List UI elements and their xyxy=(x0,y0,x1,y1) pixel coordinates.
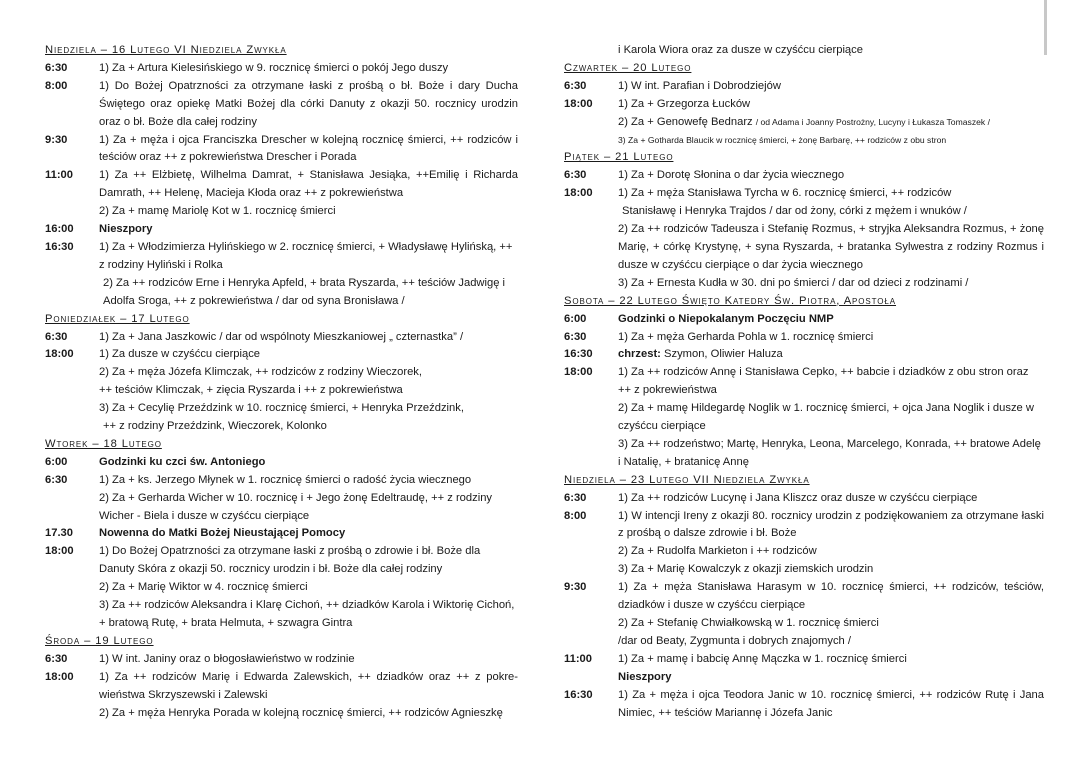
intention-text: ++ teściów Klimczak, + zięcia Ryszarda i ++ z pokrewieństwa xyxy=(99,384,403,397)
mass-entry xyxy=(45,490,518,526)
intention-text: 1) Za + Włodzimierza Hylińskiego w 2. rocznicę śmierci, + Władysławę Hylińską, ++ z rodziny Hyliński i Rolka xyxy=(99,240,513,271)
mass-intention xyxy=(618,78,1044,96)
intention-text: 1) W intencji Ireny z okazji 80. rocznicy urodzin z podziękowaniem za otrzymane łaski z prośbą o dalsze zdrowie i bł. Boże xyxy=(618,509,1044,540)
mass-entry xyxy=(45,78,518,132)
mass-intention xyxy=(99,221,518,239)
mass-time xyxy=(45,597,99,633)
intention-text: 1) Za + Grzegorza Łucków xyxy=(618,97,751,110)
mass-time: 16:30 xyxy=(564,348,593,361)
mass-intention xyxy=(99,346,518,364)
mass-intention xyxy=(618,346,1044,364)
mass-entry xyxy=(564,114,1044,132)
intention-text: ++ z rodziny Przeździnk, Wieczorek, Kolonko xyxy=(103,420,327,433)
mass-entry xyxy=(564,167,1044,185)
mass-intention xyxy=(99,364,518,382)
intention-text: 1) Za + mamę i babcię Annę Mączka w 1. rocznicę śmierci xyxy=(618,652,907,665)
mass-time: 16:00 xyxy=(45,223,74,236)
right-column xyxy=(564,42,1044,722)
intention-note: 3) Za + Gotharda Blaucik w rocznicę śmierci, + żonę Barbarę, ++ rodziców z obu stron xyxy=(618,134,947,145)
mass-time xyxy=(45,579,99,597)
day-heading: Sobota – 22 Lutego Święto Katedry Św. Piotra, Apostoła xyxy=(564,294,897,307)
intention-note: / od Adama i Joanny Postrożny, Lucyny i Łukasza Tomaszek / xyxy=(755,116,990,127)
mass-entry xyxy=(45,239,518,275)
mass-time xyxy=(45,203,99,221)
mass-intention xyxy=(99,78,518,132)
mass-time: 18:00 xyxy=(45,348,74,361)
mass-time: 18:00 xyxy=(45,670,74,683)
mass-intention xyxy=(99,60,518,78)
mass-time xyxy=(564,436,618,472)
intention-text: 1) Za ++ rodziców Lucynę i Jana Kliszcz oraz dusze w czyśćcu cierpiące xyxy=(618,491,978,504)
intention-text: 1) Za + męża Gerharda Pohla w 1. rocznicę śmierci xyxy=(618,330,874,343)
mass-entry xyxy=(45,382,518,400)
mass-entry xyxy=(564,42,1044,60)
mass-entry xyxy=(45,705,518,723)
mass-intention xyxy=(618,687,1044,723)
mass-time: 6:30 xyxy=(564,330,587,343)
mass-entry xyxy=(564,615,1044,633)
mass-time xyxy=(45,275,99,311)
mass-time: 6:30 xyxy=(45,61,68,74)
intention-text: 2) Za ++ rodziców Erne i Henryka Apfeld, + brata Ryszarda, ++ teściów Jadwigę i Adolfa Sroga, ++ z pokrewieństwa / dar od syna Bronisława / xyxy=(103,276,506,307)
mass-intention xyxy=(618,311,1044,329)
mass-entry xyxy=(45,221,518,239)
intention-text: 3) Za + Ernesta Kudła w 30. dni po śmierci / dar od dzieci z rodzinami / xyxy=(618,276,969,289)
mass-entry xyxy=(45,543,518,579)
mass-entry xyxy=(564,400,1044,436)
mass-entry xyxy=(45,579,518,597)
mass-time xyxy=(564,669,618,687)
mass-entry xyxy=(564,96,1044,114)
intention-text: Nowenna do Matki Bożej Nieustającej Pomocy xyxy=(99,527,346,540)
mass-intention xyxy=(99,651,518,669)
mass-intention xyxy=(618,490,1044,508)
mass-time: 6:30 xyxy=(45,473,68,486)
day-heading: Poniedziałek – 17 Lutego xyxy=(45,312,190,325)
mass-entry xyxy=(45,132,518,168)
mass-time: 6:30 xyxy=(45,652,68,665)
mass-time xyxy=(45,364,99,382)
mass-time: 6:30 xyxy=(564,491,587,504)
mass-entry xyxy=(45,525,518,543)
intention-text: 2) Za + mamę Hildegardę Noglik w 1. rocznicę śmierci, + ojca Jana Noglik i dusze w czyśćcu cierpiące xyxy=(618,402,1034,433)
mass-time: 8:00 xyxy=(45,79,68,92)
mass-intention xyxy=(618,329,1044,347)
mass-time xyxy=(564,615,618,633)
mass-time: 11:00 xyxy=(564,652,592,665)
mass-entry xyxy=(564,561,1044,579)
mass-entry xyxy=(45,472,518,490)
intention-text: 2) Za + męża Józefa Klimczak, ++ rodziców z rodziny Wieczorek, xyxy=(99,366,422,379)
mass-intention xyxy=(99,203,518,221)
day-heading: Wtorek – 18 Lutego xyxy=(45,437,162,450)
mass-entry xyxy=(564,346,1044,364)
day-heading: Niedziela – 23 Lutego VII Niedziela Zwykła xyxy=(564,473,810,486)
intention-text: 1) Za + męża i ojca Teodora Janic w 10. rocznicę śmierci, ++ rodziców Rutę i Jana Nimiec, ++ teściów Mariannę i Józefa Janic xyxy=(618,688,1044,719)
mass-entry xyxy=(564,543,1044,561)
mass-intention xyxy=(99,275,518,311)
intention-text: 3) Za ++ rodzeństwo; Martę, Henryka, Leona, Marcelego, Konrada, ++ bratowe Adelę i Natalię, + bratanicę Annę xyxy=(618,437,1041,468)
intention-text: 3) Za + Cecylię Przeździnk w 10. rocznicę śmierci, + Henryka Przeździnk, xyxy=(99,402,464,415)
mass-time xyxy=(564,221,618,275)
mass-entry xyxy=(45,364,518,382)
mass-intention xyxy=(99,597,518,633)
intention-text: Szymon, Oliwier Haluza xyxy=(664,348,783,361)
mass-time xyxy=(45,418,99,436)
mass-time: 6:00 xyxy=(45,455,68,468)
mass-entry xyxy=(45,275,518,311)
intention-text: Godzinki o Niepokalanym Poczęciu NMP xyxy=(618,312,834,325)
mass-time: 18:00 xyxy=(564,366,593,379)
mass-intention xyxy=(618,543,1044,561)
mass-time xyxy=(564,275,618,293)
intention-text: 2) Za + męża Henryka Porada w kolejną rocznicę śmierci, ++ rodziców Agnieszkę xyxy=(99,706,503,719)
intention-text: 2) Za + Rudolfa Markieton i ++ rodziców xyxy=(618,545,817,558)
mass-time xyxy=(564,633,618,651)
mass-time: 16:30 xyxy=(564,688,593,701)
mass-entry xyxy=(45,400,518,418)
mass-intention xyxy=(618,579,1044,615)
intention-text: 1) Do Bożej Opatrzności za otrzymane łaski z prośbą o bł. Boże i dary Ducha Świętego oraz opiekę Matki Bożej dla córki Danuty z okazji 50. rocznicy urodzin oraz o bł. Boże dla całej rodziny xyxy=(99,79,518,128)
mass-intention xyxy=(99,382,518,400)
mass-entry xyxy=(564,203,1044,221)
mass-time xyxy=(45,490,99,526)
intention-text: 2) Za + Gerharda Wicher w 10. rocznicę i + Jego żonę Edeltraudę, ++ z rodziny Wicher - Biela i dusze w czyśćcu cierpiące xyxy=(99,491,493,522)
mass-intention xyxy=(618,203,1044,221)
mass-entry xyxy=(564,364,1044,400)
intention-text: 1) Za + ks. Jerzego Młynek w 1. rocznicę śmierci o radość życia wiecznego xyxy=(99,473,472,486)
mass-entry xyxy=(564,579,1044,615)
mass-entry xyxy=(564,132,1044,150)
mass-intention xyxy=(99,400,518,418)
intention-text: i Karola Wiora oraz za dusze w czyśćcu cierpiące xyxy=(618,44,863,56)
intention-text: 1) Za + Dorotę Słonina o dar życia wiecznego xyxy=(618,169,845,182)
mass-entry xyxy=(45,329,518,347)
mass-time: 9:30 xyxy=(45,133,68,146)
mass-intention xyxy=(99,454,518,472)
mass-time: 6:30 xyxy=(45,330,68,343)
mass-time: 16:30 xyxy=(45,240,74,253)
mass-intention xyxy=(99,543,518,579)
mass-entry xyxy=(45,60,518,78)
intention-text: 3) Za + Marię Kowalczyk z okazji ziemskich urodzin xyxy=(618,563,874,576)
mass-entry xyxy=(564,311,1044,329)
mass-entry xyxy=(564,633,1044,651)
mass-time: 6:30 xyxy=(564,169,587,182)
mass-intention xyxy=(618,436,1044,472)
mass-intention xyxy=(618,96,1044,114)
mass-intention xyxy=(99,472,518,490)
intention-text: Godzinki ku czci św. Antoniego xyxy=(99,455,266,468)
mass-intention xyxy=(99,239,518,275)
mass-time xyxy=(564,114,618,132)
mass-intention xyxy=(618,508,1044,544)
intention-text: 2) Za + Genowefę Bednarz xyxy=(618,115,753,128)
mass-entry xyxy=(564,436,1044,472)
mass-entry xyxy=(45,203,518,221)
intention-text: 2) Za ++ rodziców Tadeusza i Stefanię Rozmus, + stryjka Aleksandra Rozmus, + żonę Marię, + córkę Krystynę, + syna Ryszarda, + bratanka Sylwestra z rodziny Rozmus i dusze w czyśćcu cierpiące o dar życia wiecznego xyxy=(618,223,1044,271)
mass-intention xyxy=(618,221,1044,275)
intention-text: Nieszpory xyxy=(618,670,672,683)
mass-time: 8:00 xyxy=(564,509,587,522)
mass-intention xyxy=(618,561,1044,579)
intention-text: /dar od Beaty, Zygmunta i dobrych znajomych / xyxy=(618,634,851,647)
intention-text: 1) Za + męża i ojca Franciszka Drescher w kolejną rocznicę śmierci, ++ rodziców i teściów oraz ++ z pokrewieństwa Drescher i Porada xyxy=(99,133,518,164)
mass-entry xyxy=(564,687,1044,723)
mass-intention xyxy=(618,615,1044,633)
scrollbar[interactable] xyxy=(1044,0,1047,55)
intention-text: Stanisławę i Henryka Trajdos / dar od żony, córki z mężem i wnuków / xyxy=(622,205,967,218)
mass-time xyxy=(564,400,618,436)
mass-time: 6:30 xyxy=(564,79,587,92)
mass-time: 17.30 xyxy=(45,527,73,540)
mass-time: 9:30 xyxy=(564,581,587,594)
intention-text: 1) Za ++ rodziców Marię i Edwarda Zalewskich, ++ dziadków oraz ++ z pokre-wieństwa Skrzyszewski i Zalewski xyxy=(99,670,518,701)
mass-time xyxy=(45,382,99,400)
day-heading: Środa – 19 Lutego xyxy=(45,634,154,647)
mass-time: 11:00 xyxy=(45,169,73,182)
left-column xyxy=(45,42,518,722)
intention-text: 2) Za + mamę Mariolę Kot w 1. rocznicę śmierci xyxy=(99,205,336,218)
day-heading: Czwartek – 20 Lutego xyxy=(564,61,692,74)
mass-time xyxy=(45,705,99,723)
mass-time xyxy=(45,400,99,418)
mass-time: 6:00 xyxy=(564,312,587,325)
mass-intention xyxy=(618,633,1044,651)
mass-entry xyxy=(564,669,1044,687)
intention-text: 1) Za + Artura Kielesińskiego w 9. rocznicę śmierci o pokój Jego duszy xyxy=(99,61,449,74)
mass-time xyxy=(564,543,618,561)
mass-intention xyxy=(618,114,1044,132)
intention-text: 1) Za + Jana Jaszkowic / dar od wspólnoty Mieszkaniowej „ czternastka” / xyxy=(99,330,464,343)
mass-entry xyxy=(45,651,518,669)
mass-entry xyxy=(564,508,1044,544)
mass-entry xyxy=(564,490,1044,508)
intention-text: 1) Za + męża Stanisława Harasym w 10. rocznicę śmierci, ++ rodziców, teściów, dziadków i dusze w czyśćcu cierpiące xyxy=(618,581,1044,612)
mass-intention xyxy=(99,669,518,705)
mass-intention xyxy=(618,669,1044,687)
mass-intention xyxy=(99,132,518,168)
intention-text: Nieszpory xyxy=(99,223,153,236)
mass-entry xyxy=(564,78,1044,96)
mass-intention xyxy=(618,42,1044,60)
intention-text: 1) Za ++ rodziców Annę i Stanisława Cepko, ++ babcie i dziadków z obu stron oraz ++ z pokrewieństwa xyxy=(618,366,1029,397)
mass-entry xyxy=(45,418,518,436)
intention-text: 3) Za ++ rodziców Aleksandra i Klarę Cichoń, ++ dziadków Karola i Wiktorię Cichoń, + bratową Rutę, + brata Helmuta, + szwagra Gintra xyxy=(99,599,515,629)
mass-time xyxy=(564,203,618,221)
mass-intention xyxy=(618,364,1044,400)
intention-text: 1) Za dusze w czyśćcu cierpiące xyxy=(99,348,261,361)
mass-entry xyxy=(564,651,1044,669)
mass-entry xyxy=(45,669,518,705)
intention-text: 1) Za + męża Stanisława Tyrcha w 6. rocznicę śmierci, ++ rodziców xyxy=(618,187,952,200)
mass-entry xyxy=(564,185,1044,203)
intention-text: 1) Za ++ Elżbietę, Wilhelma Damrat, + Stanisława Jesiąka, ++Emilię i Richarda Damrath, ++ Helenę, Macieja Kłoda oraz ++ z pokrewieństwa xyxy=(99,169,518,200)
intention-text: 1) W int. Janiny oraz o błogosławieństwo w rodzinie xyxy=(99,652,355,665)
mass-time xyxy=(564,132,618,150)
mass-time xyxy=(564,42,618,60)
intention-label: chrzest: xyxy=(618,348,661,361)
mass-entry xyxy=(45,454,518,472)
mass-intention xyxy=(618,132,1044,150)
mass-intention xyxy=(618,275,1044,293)
mass-intention xyxy=(99,579,518,597)
mass-entry xyxy=(45,346,518,364)
mass-entry xyxy=(564,329,1044,347)
mass-entry xyxy=(45,597,518,633)
mass-intention xyxy=(618,651,1044,669)
day-heading: Piątek – 21 Lutego xyxy=(564,151,674,164)
mass-intention xyxy=(99,418,518,436)
mass-intention xyxy=(618,167,1044,185)
mass-time xyxy=(564,561,618,579)
mass-intention xyxy=(99,167,518,203)
mass-time: 18:00 xyxy=(45,545,74,558)
mass-entry xyxy=(45,167,518,203)
mass-intention xyxy=(99,525,518,543)
mass-intention xyxy=(99,490,518,526)
mass-entry xyxy=(564,275,1044,293)
mass-intention xyxy=(618,185,1044,203)
mass-intention xyxy=(99,329,518,347)
intention-text: 1) W int. Parafian i Dobrodziejów xyxy=(618,79,781,92)
mass-intention xyxy=(618,400,1044,436)
intention-text: 2) Za + Stefanię Chwiałkowską w 1. rocznicę śmierci xyxy=(618,617,879,629)
mass-entry xyxy=(564,221,1044,275)
day-heading: Niedziela – 16 Lutego VI Niedziela Zwykła xyxy=(45,44,287,56)
mass-time: 18:00 xyxy=(564,97,593,110)
mass-intention xyxy=(99,705,518,723)
mass-time: 18:00 xyxy=(564,187,593,200)
intention-text: 2) Za + Marię Wiktor w 4. rocznicę śmierci xyxy=(99,581,308,594)
intention-text: 1) Do Bożej Opatrzności za otrzymane łaski z prośbą o zdrowie i bł. Boże dla Danuty Skóra z okazji 50. rocznicy urodzin i bł. Boże dla całej rodziny xyxy=(99,545,481,576)
